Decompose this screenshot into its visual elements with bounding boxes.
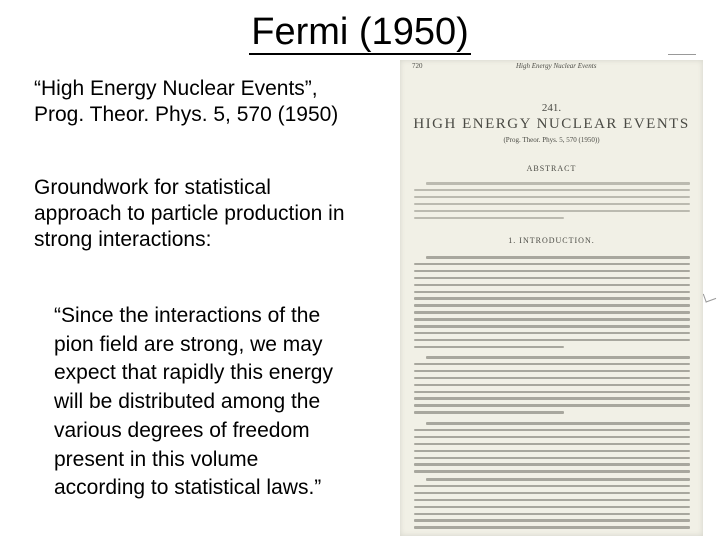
scanned-text-line: [414, 284, 690, 287]
scanned-text-line: [414, 457, 690, 460]
scanned-text-line: [414, 325, 690, 328]
scanned-text-line: [414, 277, 690, 280]
scanned-text-line: [426, 182, 690, 185]
scanned-paper-page: [400, 60, 703, 536]
scanned-text-line: [426, 478, 690, 481]
slide-title: [0, 8, 720, 56]
scanned-text-line: [414, 499, 690, 502]
scanned-text-line: [414, 443, 690, 446]
slide-title-text: Fermi (1950): [251, 11, 469, 53]
scanned-text-line: [414, 391, 690, 394]
scanned-text-line: [414, 297, 690, 300]
scanned-text-line: [426, 256, 690, 259]
scanned-text-line: [414, 318, 690, 321]
scanned-text-line: [414, 404, 690, 407]
paper-title: HIGH ENERGY NUCLEAR EVENTS: [413, 116, 690, 132]
scanned-text-line: [414, 526, 690, 529]
scanned-text-line: [414, 411, 564, 414]
scanned-text-line: [414, 332, 690, 335]
scanned-text-line: [414, 450, 690, 453]
paper-page-label: 720: [412, 62, 423, 70]
scanned-text-line: [414, 519, 690, 522]
scanned-text-line: [414, 492, 690, 495]
scanned-text-line: [414, 470, 690, 473]
scanned-text-line: [414, 363, 690, 366]
scanned-text-line: [414, 377, 690, 380]
scanned-text-line: [414, 270, 690, 273]
groundwork-text: Groundwork for statistical approach to particle production in strong interactions:: [34, 176, 345, 251]
scanned-text-line: [414, 339, 690, 342]
scanned-text-line: [414, 210, 690, 213]
paper-reference: “High Energy Nuclear Events”, Prog. Theor. Phys. 5, 570 (1950): [34, 77, 339, 126]
scanned-text-line: [426, 356, 690, 359]
scanned-text-line: [414, 189, 690, 192]
scanned-text-line: [414, 263, 690, 266]
scanned-text-line: [414, 291, 690, 294]
scanned-text-line: [414, 513, 690, 516]
scanned-text-line: [414, 370, 690, 373]
paper-number: 241.: [541, 102, 562, 114]
paper-citation: (Prog. Theor. Phys. 5, 570 (1950)): [503, 136, 600, 144]
scanned-text-line: [414, 485, 690, 488]
scanned-text-line: [414, 429, 690, 432]
scanned-text-line: [414, 311, 690, 314]
introduction-heading: 1. INTRODUCTION.: [508, 236, 595, 245]
scanned-text-line: [414, 304, 690, 307]
scanned-text-line: [414, 196, 690, 199]
scanned-text-line: [414, 203, 690, 206]
scanned-text-line: [414, 384, 690, 387]
scanned-text-line: [414, 346, 564, 349]
scan-margin-mark: [703, 290, 716, 302]
scanned-text-line: [414, 397, 690, 400]
scanned-text-line: [414, 506, 690, 509]
paper-running-title: High Energy Nuclear Events: [516, 62, 597, 70]
scanned-text-line: [414, 217, 564, 220]
scanned-text-line: [414, 436, 690, 439]
fermi-quote: “Since the interactions of the pion field are strong, we may expect that rapidly this energy will be distributed among the various degrees of freedom present in this volume according to statistical laws.”: [54, 304, 333, 500]
abstract-heading: ABSTRACT: [526, 164, 577, 173]
scanned-text-line: [426, 422, 690, 425]
scanned-text-line: [414, 463, 690, 466]
